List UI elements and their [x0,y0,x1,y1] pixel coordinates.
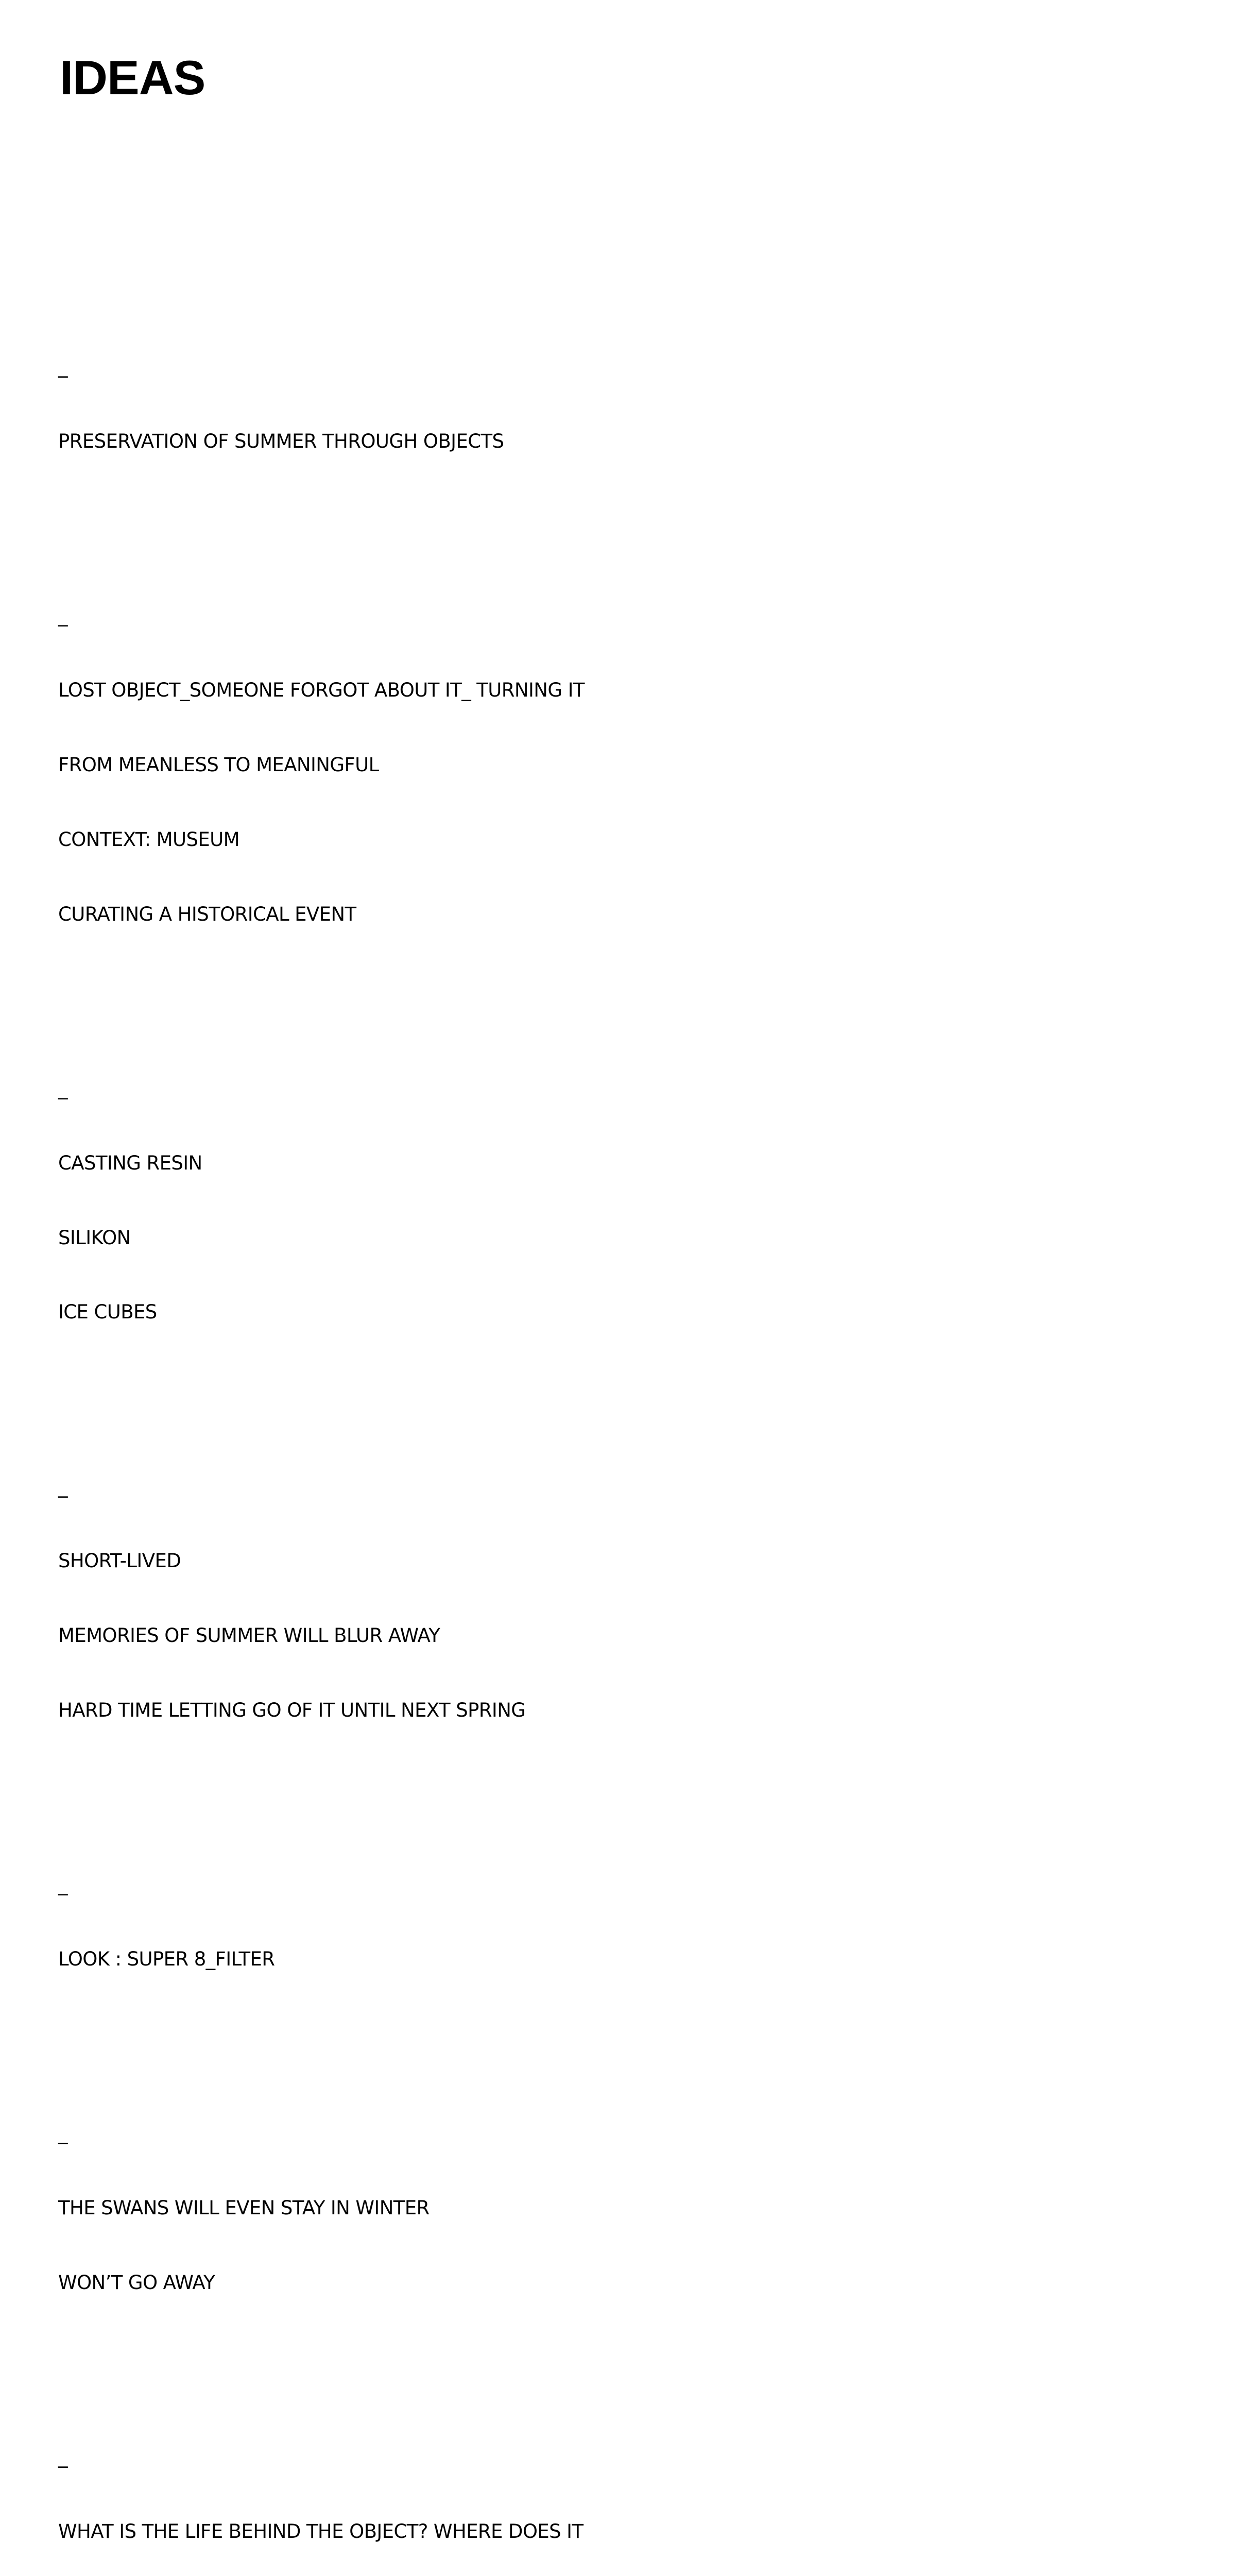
idea-line: LOST OBJECT_SOMEONE FORGOT ABOUT IT_ TURNING IT [58,679,585,702]
idea-section [58,1823,585,2022]
idea-section [58,2072,585,2345]
idea-line: CASTING RESIN [58,1151,202,1174]
ideas-list [58,255,585,2576]
idea-line: THE SWANS WILL EVEN STAY IN WINTER [58,2197,430,2219]
idea-line: HARD TIME LETTING GO OF IT UNTIL NEXT SPRING [58,1699,526,1722]
idea-section [58,2395,585,2576]
section-marker: _ [58,2122,67,2145]
idea-line: SILIKON [58,1226,131,1249]
idea-line: ICE CUBES [58,1301,157,1324]
idea-line: CONTEXT: MUSEUM [58,828,239,851]
idea-line: LOOK : SUPER 8_FILTER [58,1948,275,1971]
idea-line: CURATING A HISTORICAL EVENT [58,903,356,925]
section-marker: _ [58,355,67,378]
idea-line: SHORT-LIVED [58,1550,181,1572]
section-marker: _ [58,1077,67,1099]
page-title: IDEAS [60,50,205,105]
idea-section [58,1425,585,1773]
idea-section [58,554,585,977]
idea-section [58,305,585,504]
idea-line: PRESERVATION OF SUMMER THROUGH OBJECTS [58,430,504,453]
section-marker: _ [58,604,67,627]
section-marker: _ [58,2446,67,2468]
idea-line: WON’T GO AWAY [58,2272,215,2294]
idea-line: FROM MEANLESS TO MEANINGFUL [58,753,379,776]
idea-section [58,1026,585,1375]
section-marker: _ [58,1475,67,1498]
idea-line: MEMORIES OF SUMMER WILL BLUR AWAY [58,1624,440,1647]
idea-line: WHAT IS THE LIFE BEHIND THE OBJECT? WHERE DOES IT [58,2520,583,2543]
section-marker: _ [58,1873,67,1896]
